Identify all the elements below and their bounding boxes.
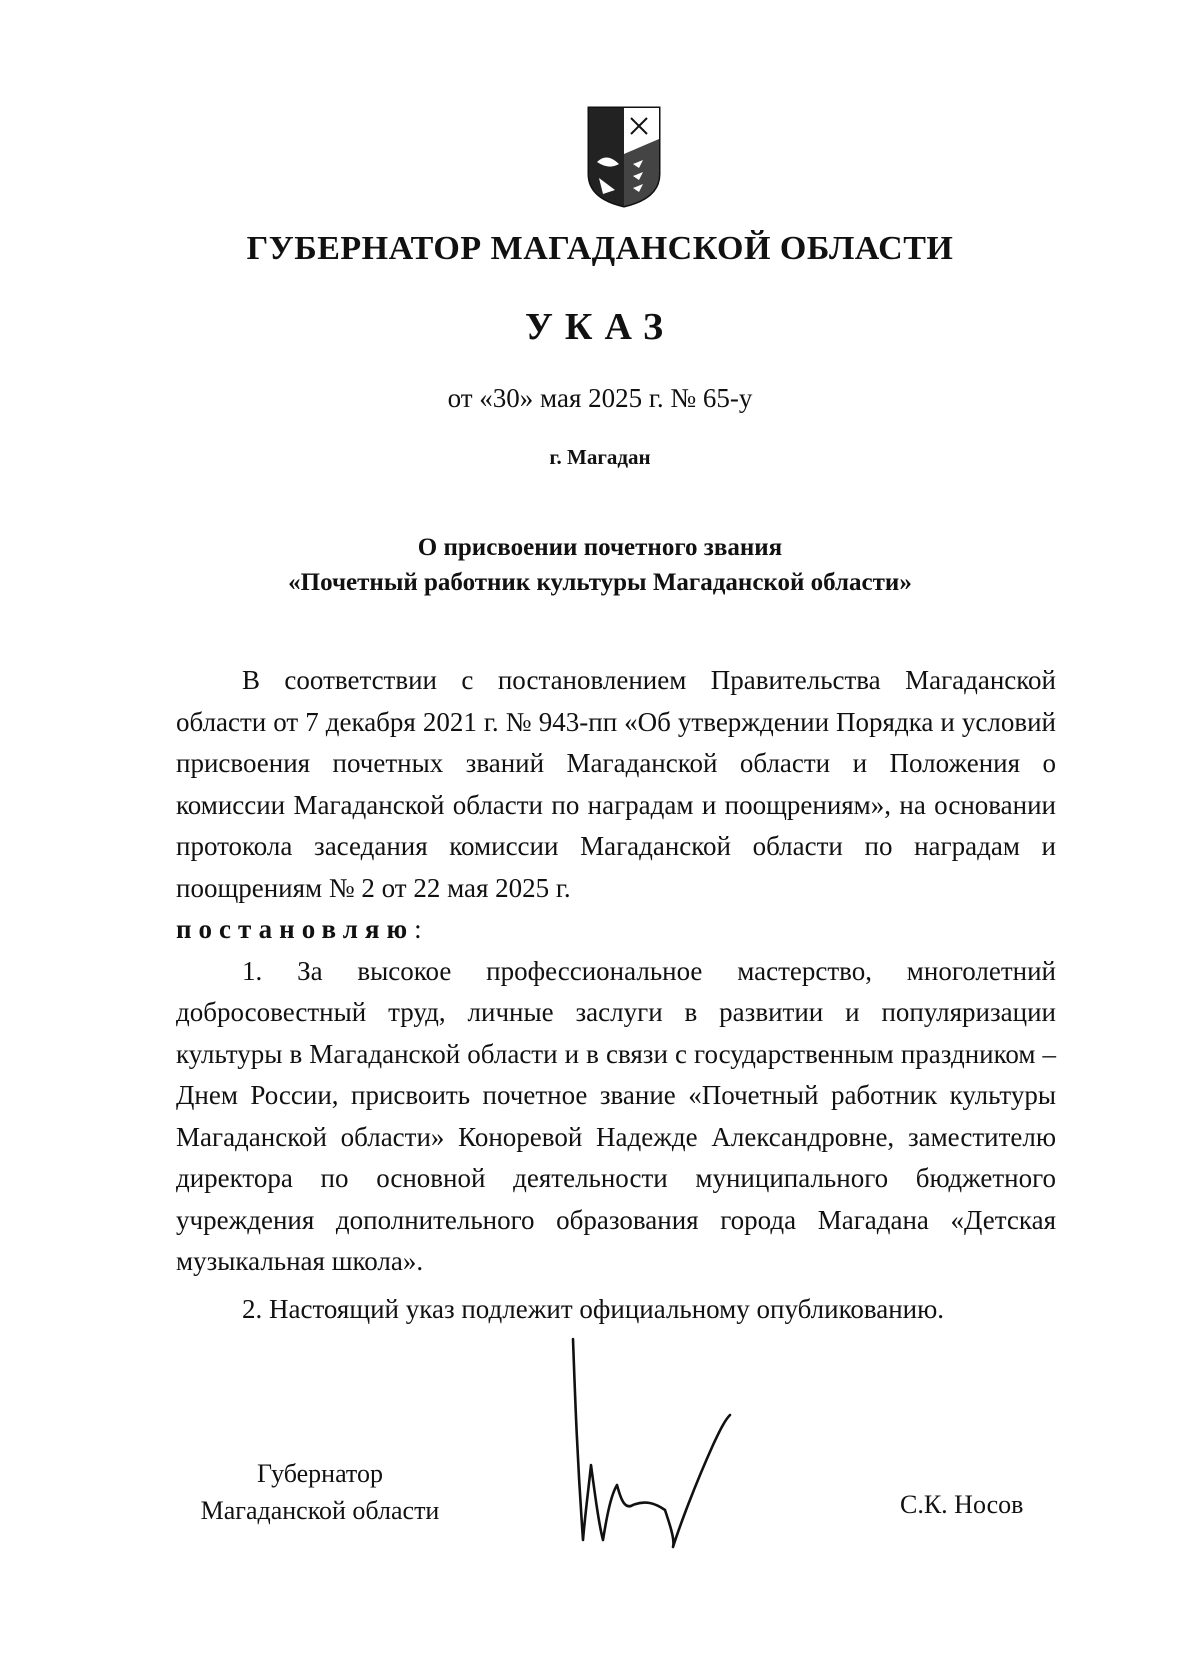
title-line-1: О присвоении почетного звания <box>417 534 783 561</box>
handwritten-signature-icon <box>555 1335 755 1555</box>
title-line-2: «Почетный работник культуры Магаданской области» <box>288 569 912 596</box>
item-1-paragraph: 1. За высокое профессиональное мастерство, многолетний добросовестный труд, личные заслуги в развитии и популяризации культуры в Магаданской области и в связи с государственным праздником – Днем России, присвоить почетное звание «Почетный работник культуры Магаданской области» Коноревой Надежде Александровне, заместителю директора по основной деятельности муниципального бюджетного учреждения дополнительного образования города Магадана «Детская музыкальная школа». <box>176 955 1056 1276</box>
document-body <box>176 660 1056 1330</box>
document-city: г. Магадан <box>549 445 651 469</box>
signatory-position-line-2: Магаданской области <box>200 1496 440 1525</box>
signatory-name: С.К. Носов <box>900 1490 1024 1519</box>
signatory-position-line-1: Губернатор <box>257 1459 383 1488</box>
resolve-line <box>176 909 1056 951</box>
issuing-authority: ГУБЕРНАТОР МАГАДАНСКОЙ ОБЛАСТИ <box>246 230 954 267</box>
signatory-position <box>170 1455 470 1529</box>
document-type: УКАЗ <box>525 306 675 348</box>
item-2-paragraph: 2. Настоящий указ подлежит официальному опубликованию. <box>242 1293 945 1324</box>
document-date-number: от «30» мая 2025 г. № 65-у <box>447 383 753 413</box>
resolve-colon: : <box>414 914 422 944</box>
resolve-word: постановляю <box>176 914 415 944</box>
preamble-paragraph: В соответствии с постановлением Правительства Магаданской области от 7 декабря 2021 г. № 943-пп «Об утверждении Порядка и условий присвоения почетных званий Магаданской области и Положения о комиссии Магаданской области по наградам и поощрениям», на основании протокола заседания комиссии Магаданской области по наградам и поощрениям № 2 от 22 мая 2025 г. <box>176 665 1056 903</box>
coat-of-arms-icon <box>585 104 663 208</box>
document-title <box>0 530 1200 600</box>
